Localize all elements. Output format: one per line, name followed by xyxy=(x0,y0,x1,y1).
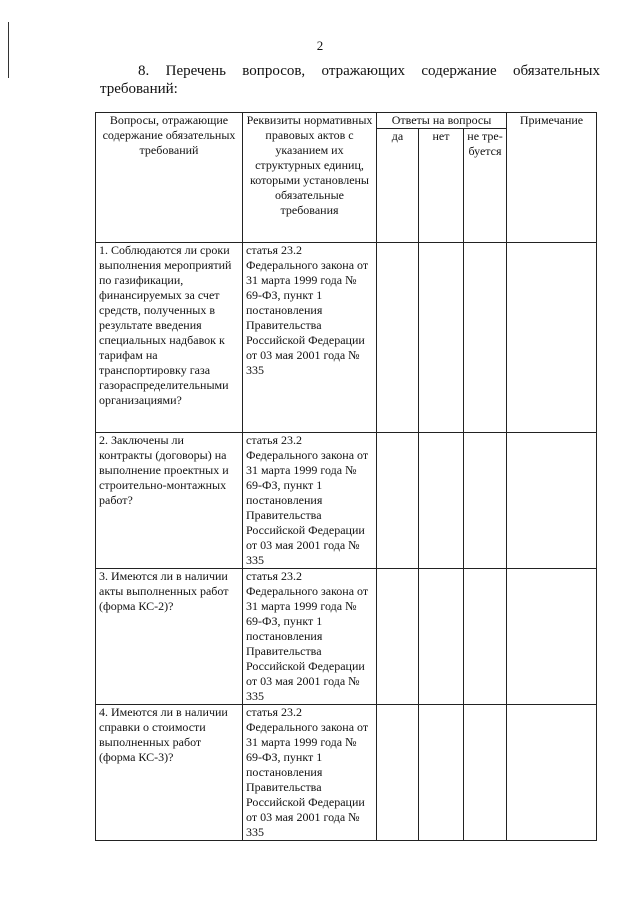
header-answers: Ответы на вопросы xyxy=(377,113,507,129)
question-cell: 4. Имеются ли в наличии справки о стоимости выполненных работ (форма КС-3)? xyxy=(96,705,243,841)
answer-no-cell xyxy=(419,243,464,433)
answer-no-cell xyxy=(419,705,464,841)
table-row xyxy=(96,569,597,705)
section-heading xyxy=(100,62,600,98)
question-cell: 2. Заключены ли контракты (договоры) на выполнение проектных и строительно-монтажных работ? xyxy=(96,433,243,569)
requirements-table xyxy=(95,112,597,841)
answer-not-required-cell xyxy=(464,243,507,433)
answer-no-cell xyxy=(419,569,464,705)
requisite-cell: статья 23.2 Федерального закона от 31 марта 1999 года № 69-ФЗ, пункт 1 постановления Правительства Российской Федерации от 03 мая 2001 года № 335 xyxy=(243,243,377,433)
note-cell xyxy=(507,569,597,705)
question-cell: 3. Имеются ли в наличии акты выполненных работ (форма КС-2)? xyxy=(96,569,243,705)
header-note: Примечание xyxy=(507,113,597,243)
header-yes: да xyxy=(377,129,419,243)
table-row xyxy=(96,243,597,433)
heading-line-2: требований: xyxy=(100,81,178,97)
question-cell: 1. Соблюдаются ли сроки выполнения мероприятий по газификации, финансируемых за счет средств, полученных в результате введения специальных надбавок к тарифам на транспортировку газа газораспределительными организациями? xyxy=(96,243,243,433)
answer-not-required-cell xyxy=(464,705,507,841)
table-row xyxy=(96,433,597,569)
requisite-cell: статья 23.2 Федерального закона от 31 марта 1999 года № 69-ФЗ, пункт 1 постановления Правительства Российской Федерации от 03 мая 2001 года № 335 xyxy=(243,433,377,569)
answer-not-required-cell xyxy=(464,433,507,569)
table-row xyxy=(96,705,597,841)
heading-line-1: 8. Перечень вопросов, отражающих содержание обязательных xyxy=(138,63,600,79)
note-cell xyxy=(507,433,597,569)
answer-yes-cell xyxy=(377,705,419,841)
header-requisites: Реквизиты нормативных правовых актов с указанием их структурных единиц, которыми установлены обязательные требования xyxy=(243,113,377,243)
answer-no-cell xyxy=(419,433,464,569)
header-no: нет xyxy=(419,129,464,243)
note-cell xyxy=(507,243,597,433)
header-not-required: не тре- буется xyxy=(464,129,507,243)
page-number: 2 xyxy=(316,38,324,53)
answer-not-required-cell xyxy=(464,569,507,705)
answer-yes-cell xyxy=(377,569,419,705)
requisite-cell: статья 23.2 Федерального закона от 31 марта 1999 года № 69-ФЗ, пункт 1 постановления Правительства Российской Федерации от 03 мая 2001 года № 335 xyxy=(243,569,377,705)
note-cell xyxy=(507,705,597,841)
header-row xyxy=(96,113,597,129)
header-questions: Вопросы, отражающие содержание обязательных требований xyxy=(96,113,243,243)
answer-yes-cell xyxy=(377,433,419,569)
answer-yes-cell xyxy=(377,243,419,433)
requisite-cell: статья 23.2 Федерального закона от 31 марта 1999 года № 69-ФЗ, пункт 1 постановления Правительства Российской Федерации от 03 мая 2001 года № 335 xyxy=(243,705,377,841)
